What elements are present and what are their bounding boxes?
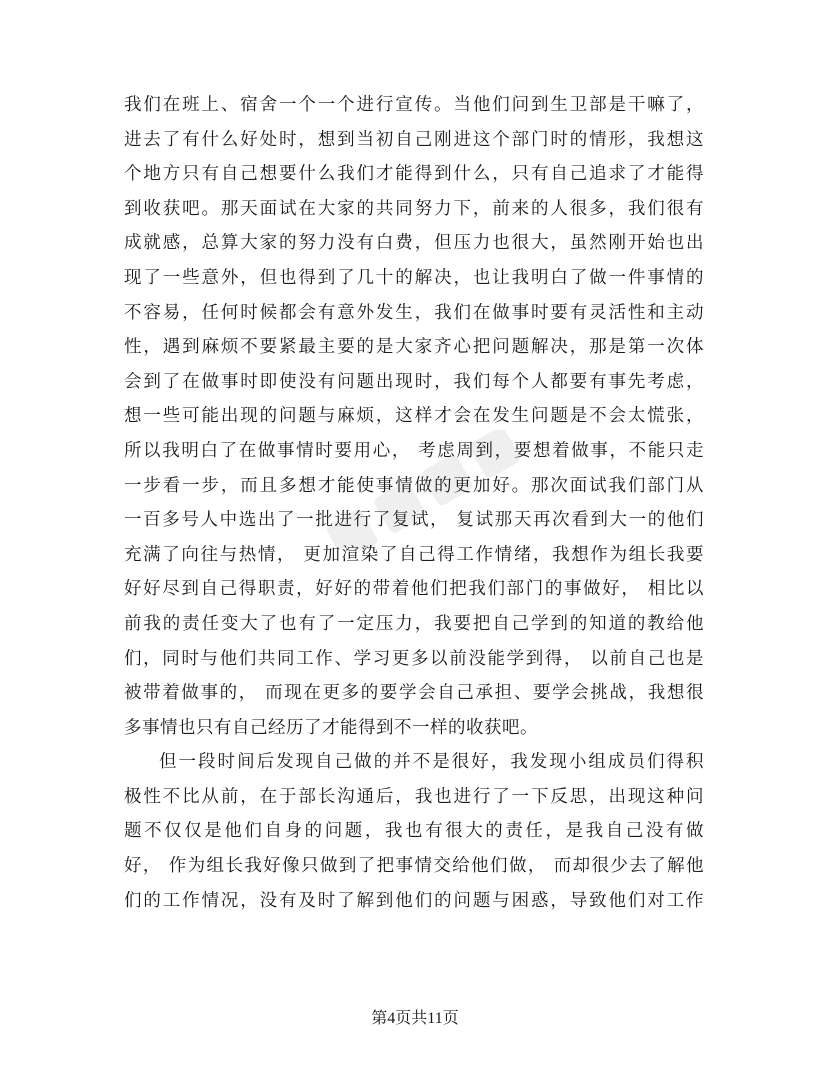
text-line: 前我的责任变大了也有了一定压力，我要把自己学到的知道的教给他 — [124, 613, 704, 634]
text-line: 好， 作为组长我好像只做到了把事情交给他们做， 而却很少去了解他 — [124, 856, 704, 877]
text-line: 被带着做事的， 而现在更多的要学会自己承担、要学会挑战，我想很 — [124, 683, 704, 704]
text-line: 会到了在做事时即使没有问题出现时，我们每个人都要有事先考虑， — [124, 371, 704, 392]
text-line: 想一些可能出现的问题与麻烦，这样才会在发生问题是不会太慌张， — [124, 406, 704, 427]
text-line: 进去了有什么好处时，想到当初自己刚进这个部门时的情形，我想这 — [124, 129, 704, 150]
text-line: 不容易，任何时候都会有意外发生，我们在做事时要有灵活性和主动 — [124, 302, 704, 323]
text-line: 到收获吧。那天面试在大家的共同努力下，前来的人很多，我们很有 — [124, 198, 704, 219]
text-line: 我们在班上、宿舍一个一个进行宣传。当他们问到生卫部是干嘛了， — [124, 95, 704, 115]
paragraph-2 — [124, 745, 704, 918]
text-line: 现了一些意外，但也得到了几十的解决，也让我明白了做一件事情的 — [124, 267, 704, 288]
text-line: 极性不比从前，在于部长沟通后，我也进行了一下反思，出现这种问 — [124, 786, 704, 807]
text-line: 但一段时间后发现自己做的并不是很好，我发现小组成员们得积 — [159, 752, 704, 773]
text-line: 题不仅仅是他们自身的问题，我也有很大的责任，是我自己没有做 — [124, 821, 704, 842]
paragraph-1 — [124, 88, 704, 745]
text-line: 所以我明白了在做事情时要用心， 考虑周到，要想着做事，不能只走 — [124, 440, 704, 461]
text-line: 成就感，总算大家的努力没有白费，但压力也很大，虽然刚开始也出 — [124, 233, 704, 254]
text-line: 一步看一步，而且多想才能使事情做的更加好。那次面试我们部门从 — [124, 475, 704, 496]
text-line: 充满了向往与热情， 更加渲染了自己得工作情绪，我想作为组长我要 — [124, 544, 704, 565]
text-line: 好好尽到自己得职责，好好的带着他们把我们部门的事做好， 相比以 — [124, 579, 704, 600]
text-line: 性，遇到麻烦不要紧最主要的是大家齐心把问题解决，那是第一次体 — [124, 337, 704, 358]
text-line: 们，同时与他们共同工作、学习更多以前没能学到得， 以前自己也是 — [124, 648, 704, 669]
page-number: 第4页共11页 — [371, 1010, 459, 1027]
document-body — [124, 88, 704, 918]
text-line: 个地方只有自己想要什么我们才能得到什么，只有自己追求了才能得 — [124, 164, 704, 185]
text-line: 多事情也只有自己经历了才能得到不一样的收获吧。 — [124, 717, 538, 738]
text-line: 一百多号人中选出了一批进行了复试， 复试那天再次看到大一的他们 — [124, 510, 704, 531]
text-line: 们的工作情况，没有及时了解到他们的问题与困惑，导致他们对工作 — [124, 890, 704, 911]
